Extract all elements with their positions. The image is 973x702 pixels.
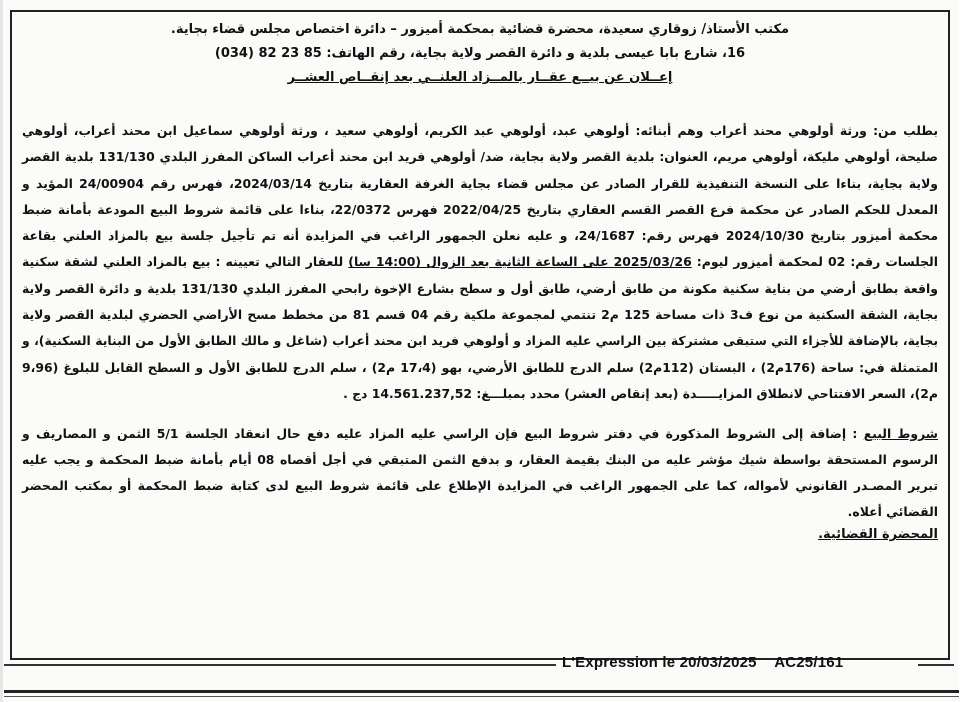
scan-edge — [0, 0, 3, 702]
bottom-rule — [4, 690, 959, 693]
announcement-title: إعــلان عن بيــع عقــار بالمــزاد العلنــي بعد إنقــاص العشــر — [287, 70, 673, 85]
sale-conditions — [22, 421, 938, 525]
office-name: مكتب الأستاذ/ زوقاري سعيدة، محضرة قضائية بمحكمة أميزور – دائرة اختصاص مجلس قضاء بجاية. — [170, 22, 790, 37]
announcement-box — [10, 10, 950, 660]
announcement-ref: AC25/161 — [774, 654, 844, 671]
footer-rule-left — [4, 664, 556, 666]
footer-rule-right — [918, 664, 954, 666]
footer-text — [562, 654, 843, 671]
publication-source: L'Expression le 20/03/2025 — [562, 654, 757, 671]
publication-footer — [0, 652, 973, 676]
sale-conditions-label: شروط البيع — [863, 426, 938, 442]
bottom-rule-thin — [4, 696, 959, 697]
office-address: 16، شارع بابا عيسى بلدية و دائرة القصر ولاية بجاية، رقم الهاتف: 85 23 82 (034) — [214, 46, 746, 61]
announcement-body — [22, 118, 938, 407]
sale-conditions-text: : إضافة إلى الشروط المذكورة في دفتر شروط البيع فإن الراسي عليه المزاد عليه دفع حال انعقاد الجلسة 5/1 الثمن و المصاريف و الرسوم المستحقة بواسطة شيك مؤشر عليه من البنك بقيمة العقار، و بدفع الثمن المتبقي في أجل أقصاه 08 أيام بأمانة ضبط المحكمة و يجب عليه تبرير المصـدر القانوني لأمواله، كما على الجمهور الراغب في المزايدة الإطلاع على قائمة شروط البيع لدى كتابة ضبط المحكمة أو بمكتب المحضر القضائي أعلاه. — [22, 426, 938, 520]
body-part-1: بطلب من: ورثة أولوهي محند أعراب وهم أبنائه: أولوهي عبد، أولوهي عبد الكريم، أولوهي سعيد ، ورثة أولوهي سماعيل ابن محند أعراب، أولوهي صليحة، أولوهي مليكة، أولوهي مريم، العنوان: بلدية القصر ولاية بجاية، ضد/ أولوهي فريد ابن محند أعراب الساكن المفرز البلدي 131/130 بلدية القصر ولاية بجاية، بناءا على النسخة التنفيذية للقرار الصادر عن مجلس قضاء بجاية الغرفة العقارية بتاريخ 2024/03/14، فهرس رقم 24/00904 المؤيد و المعدل للحكم الصادر عن محكمة فرع القصر القسم العقاري بتاريخ 2022/04/25 فهرس 22/0372، بناءا على قائمة شروط البيع المودعة بأمانة ضبط محكمة أميزور بتاريخ 2024/10/30 فهرس رقم: 24/1687، و عليه نعلن الجمهور الراغب في المزايدة أنه تم تأجيل جلسة بيع بالمزاد العلني بقاعة الجلسات رقم: 02 لمحكمة أميزور ليوم: — [22, 123, 938, 270]
body-part-2: للعقار التالي تعيينه : بيع بالمزاد العلني لشقة سكنية واقعة بطابق أرضي من بناية سكنية مكونة من طابق أرضي، طابق أول و سطح بشارع الإخوة رابحي المفرز البلدي 131/130 بلدية و دائرة القصر ولاية بجاية، الشقة السكنية من نوع ف3 ذات مساحة 125 م2 تنتمي لمجموعة ملكية رقم 04 قسم 81 من مخطط مسح الأراضي الحضري لبلدية القصر ولاية بجاية، بالإضافة للأجزاء التي ستبقى مشتركة بين الراسي عليه المزاد و أولوهي فريد ابن محند أعراب (شاغل و مالك الطابق الأول من البناية السكنية)، و المتمثلة في: ساحة (176م2) ، البستان (112م2) سلم الدرج للطابق الأرضي، بهو (17،4 م2) ، سلم الدرج للطابق الأول و السطح القابل للبلوغ (9،96 م2)، السعر الافتتاحي لانطلاق المزايـــــدة (بعد إنقاص العشر) محدد بمبلـــغ: 14.561.237,52 دج . — [22, 254, 939, 401]
signature: المحضرة القضائية. — [818, 527, 938, 543]
auction-date-time: 2025/03/26 على الساعة الثانية بعد الزوال (14:00 سا) — [348, 254, 692, 270]
